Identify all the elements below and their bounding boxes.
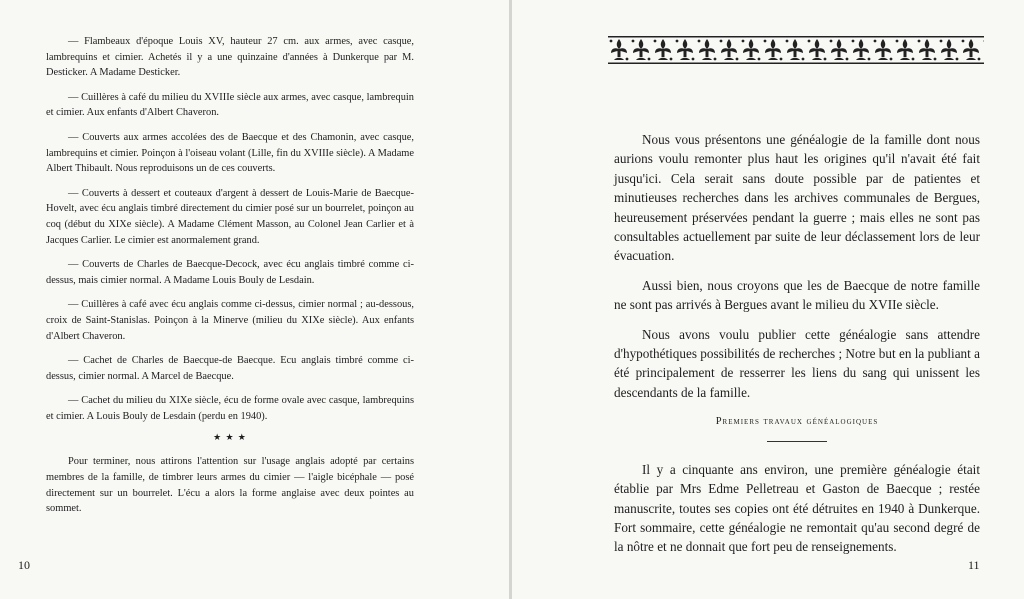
right-page-text (614, 130, 980, 567)
left-paragraph-1: — Flambeaux d'époque Louis XV, hauteur 27 cm. aux armes, avec casque, lambrequins et cimier. Achetés il y a une quinzaine d'années à Dunkerque par M. Desticker. A Madame Desticker. (46, 36, 414, 79)
left-page (0, 0, 509, 599)
left-paragraph-4: — Couverts à dessert et couteaux d'argent à dessert de Louis-Marie de Baecque-Hovelt, avec écu anglais timbré directement du cimier posé sur un bourrelet, poinçon au coq (début du XIXe siècle). A Madame Clément Masson, au Colonel Jean Carlier et à Jacques Carlier. Le cimier est anormalement grand. (46, 187, 414, 246)
left-paragraph-2: — Cuillères à café du milieu du XVIIIe siècle aux armes, avec casque, lambrequin et cimier. Aux enfants d'Albert Chaveron. (46, 91, 414, 119)
left-page-text (46, 34, 414, 526)
page-number-left: 10 (18, 558, 30, 572)
section-heading: Premiers travaux généalogiques (715, 416, 879, 428)
right-paragraph-2: Aussi bien, nous croyons que les de Baecque de notre famille ne sont pas arrivés à Bergues avant le milieu du XVIIe siècle. (614, 277, 980, 313)
left-closing-paragraph: Pour terminer, nous attirons l'attention sur l'usage anglais adopté par certains membres de la famille, de timbrer leurs armes du cimier — l'aigle bicéphale — posé directement sur un bourrelet. L'écu a alors la forme anglaise avec deux pointes au sommet. (46, 456, 414, 515)
left-paragraph-7: — Cachet de Charles de Baecque-de Baecque. Ecu anglais timbré comme ci-dessus, cimier normal. A Marcel de Baecque. (46, 355, 414, 382)
left-paragraph-3: — Couverts aux armes accolées des de Baecque et des Chamonin, avec casque, lambrequins et cimier. Poinçon à l'oiseau volant (Lille, fin du XVIIIe siècle). A Madame Albert Thibault. Nous reproduisons un de ces couverts. (46, 131, 414, 175)
left-paragraph-8: — Cachet du milieu du XIXe siècle, écu de forme ovale avec casque, lambrequins et cimier. A Louis Bouly de Lesdain (perdu en 1940). (46, 395, 414, 422)
left-paragraph-5: — Couverts de Charles de Baecque-Decock, avec écu anglais timbré comme ci-dessus, mais cimier normal. A Madame Louis Bouly de Lesdain. (46, 259, 414, 286)
right-paragraph-3: Nous avons voulu publier cette généalogie sans attendre d'hypothétiques possibilités de recherches ; Notre but en la publiant a été principalement de resserrer les liens du sang qui unissent les descendants de la famille. (614, 326, 980, 400)
decorative-fleuron-band-icon (608, 36, 984, 64)
section-paragraph: Il y a cinquante ans environ, une première généalogie était établie par Mrs Edme Pelletreau et Gaston de Baecque ; restée manuscrite, toutes ses copies ont été détruites en 1940 à Dunkerque. Fort sommaire, cette généalogie ne remontait qu'au second degré de la nôtre et ne donnait que fort peu de renseignements. (614, 461, 980, 555)
section-divider (767, 441, 827, 442)
right-paragraph-1: Nous vous présentons une généalogie de la famille dont nous aurions voulu remonter plus haut les origines qu'il n'avait été fait jusqu'ici. Cela serait sans doute possible par de patientes et minutieuses recherches dans les archives communales de Bergues, heureusement préservées pendant la guerre ; mais elles ne sont pas consultables actuellement par suite de leur déclassement lors de leur évacuation. (614, 132, 980, 264)
page-number-right: 11 (968, 558, 980, 572)
asterism-stars-icon: ★ ★ ★ (213, 432, 247, 443)
left-paragraph-6: — Cuillères à café avec écu anglais comme ci-dessus, cimier normal ; au-dessous, croix de Saint-Stanislas. Poinçon à la Minerve (milieu du XIXe siècle). Aux enfants d'Albert Chaveron. (46, 299, 414, 342)
